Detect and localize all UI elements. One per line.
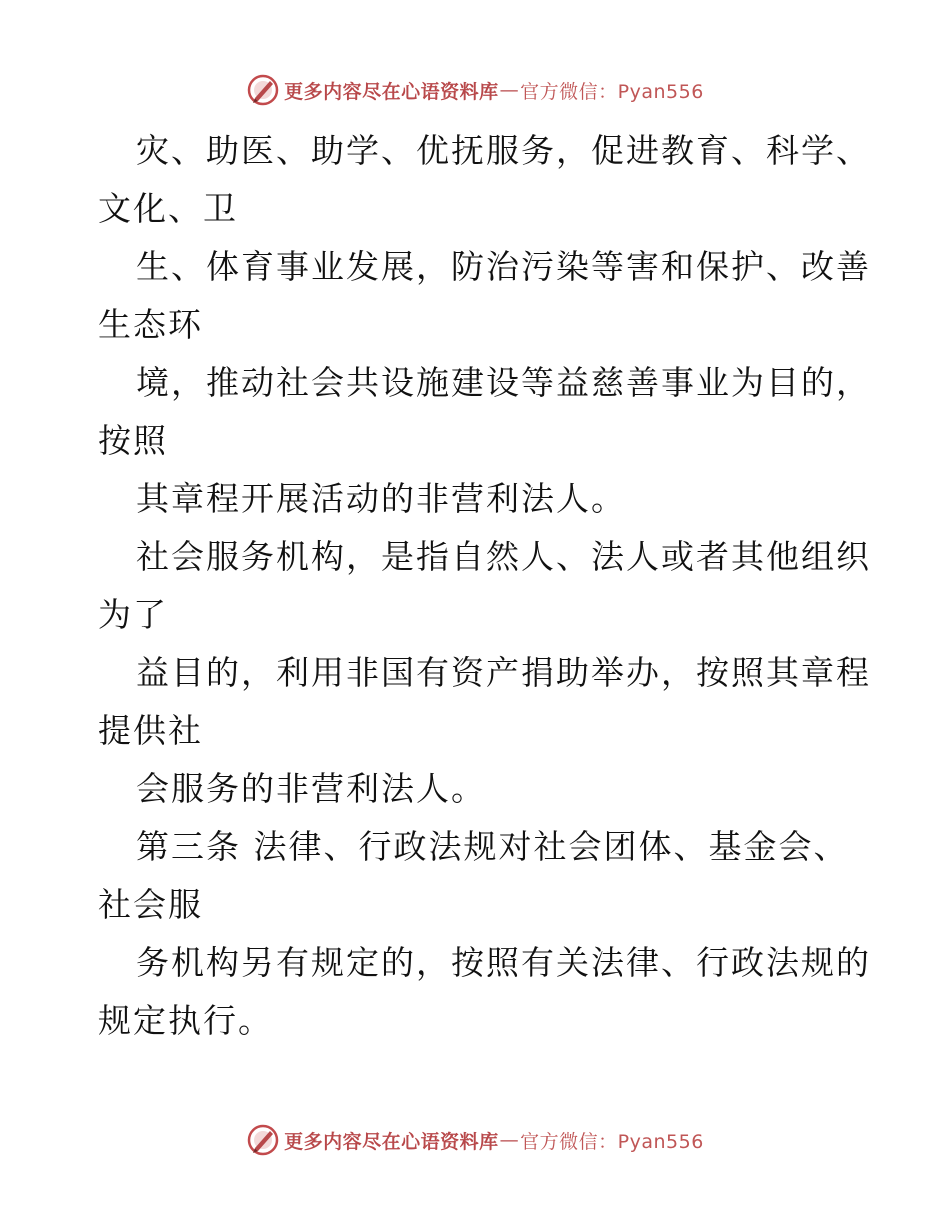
body-text-line: 会服务的非营利法人。 (136, 769, 486, 808)
pen-emblem-icon (246, 73, 280, 107)
pen-emblem-icon (246, 1123, 280, 1157)
footer-wechat-text: 官方微信：Pyan556 (520, 1130, 704, 1153)
body-text-line: 社会服务机构，是指自然人、法人或者其他组织 (136, 537, 871, 576)
body-text-line: 提供社 (98, 711, 203, 750)
body-text-line: 规定执行。 (98, 1001, 273, 1040)
body-text-line: 生、体育事业发展，防治污染等害和保护、改善 (136, 247, 871, 286)
body-text-line: 第三条 法律、行政法规对社会团体、基金会、 (136, 827, 849, 866)
body-text-line: 生态环 (98, 305, 203, 344)
header-watermark-banner (0, 70, 950, 110)
body-text-line: 灾、助医、助学、优抚服务，促进教育、科学、 (136, 131, 871, 170)
document-body (98, 122, 871, 1050)
body-text-line: 为了 (98, 595, 168, 634)
footer-site-text: 更多内容尽在心语资料库 (284, 1130, 499, 1153)
body-text-line: 按照 (98, 421, 168, 460)
header-site-text: 更多内容尽在心语资料库 (284, 80, 499, 103)
body-text-line: 益目的，利用非国有资产捐助举办，按照其章程 (136, 653, 871, 692)
footer-dash: — (499, 1129, 520, 1151)
body-text-line: 社会服 (98, 885, 203, 924)
header-wechat-text: 官方微信：Pyan556 (520, 80, 704, 103)
body-text-line: 境，推动社会共设施建设等益慈善事业为目的， (136, 363, 871, 402)
body-text-line: 务机构另有规定的，按照有关法律、行政法规的 (136, 943, 871, 982)
footer-watermark-banner (0, 1120, 950, 1160)
body-text-line: 其章程开展活动的非营利法人。 (136, 479, 626, 518)
header-dash: — (499, 79, 520, 101)
body-text-line: 文化、卫 (98, 189, 238, 228)
